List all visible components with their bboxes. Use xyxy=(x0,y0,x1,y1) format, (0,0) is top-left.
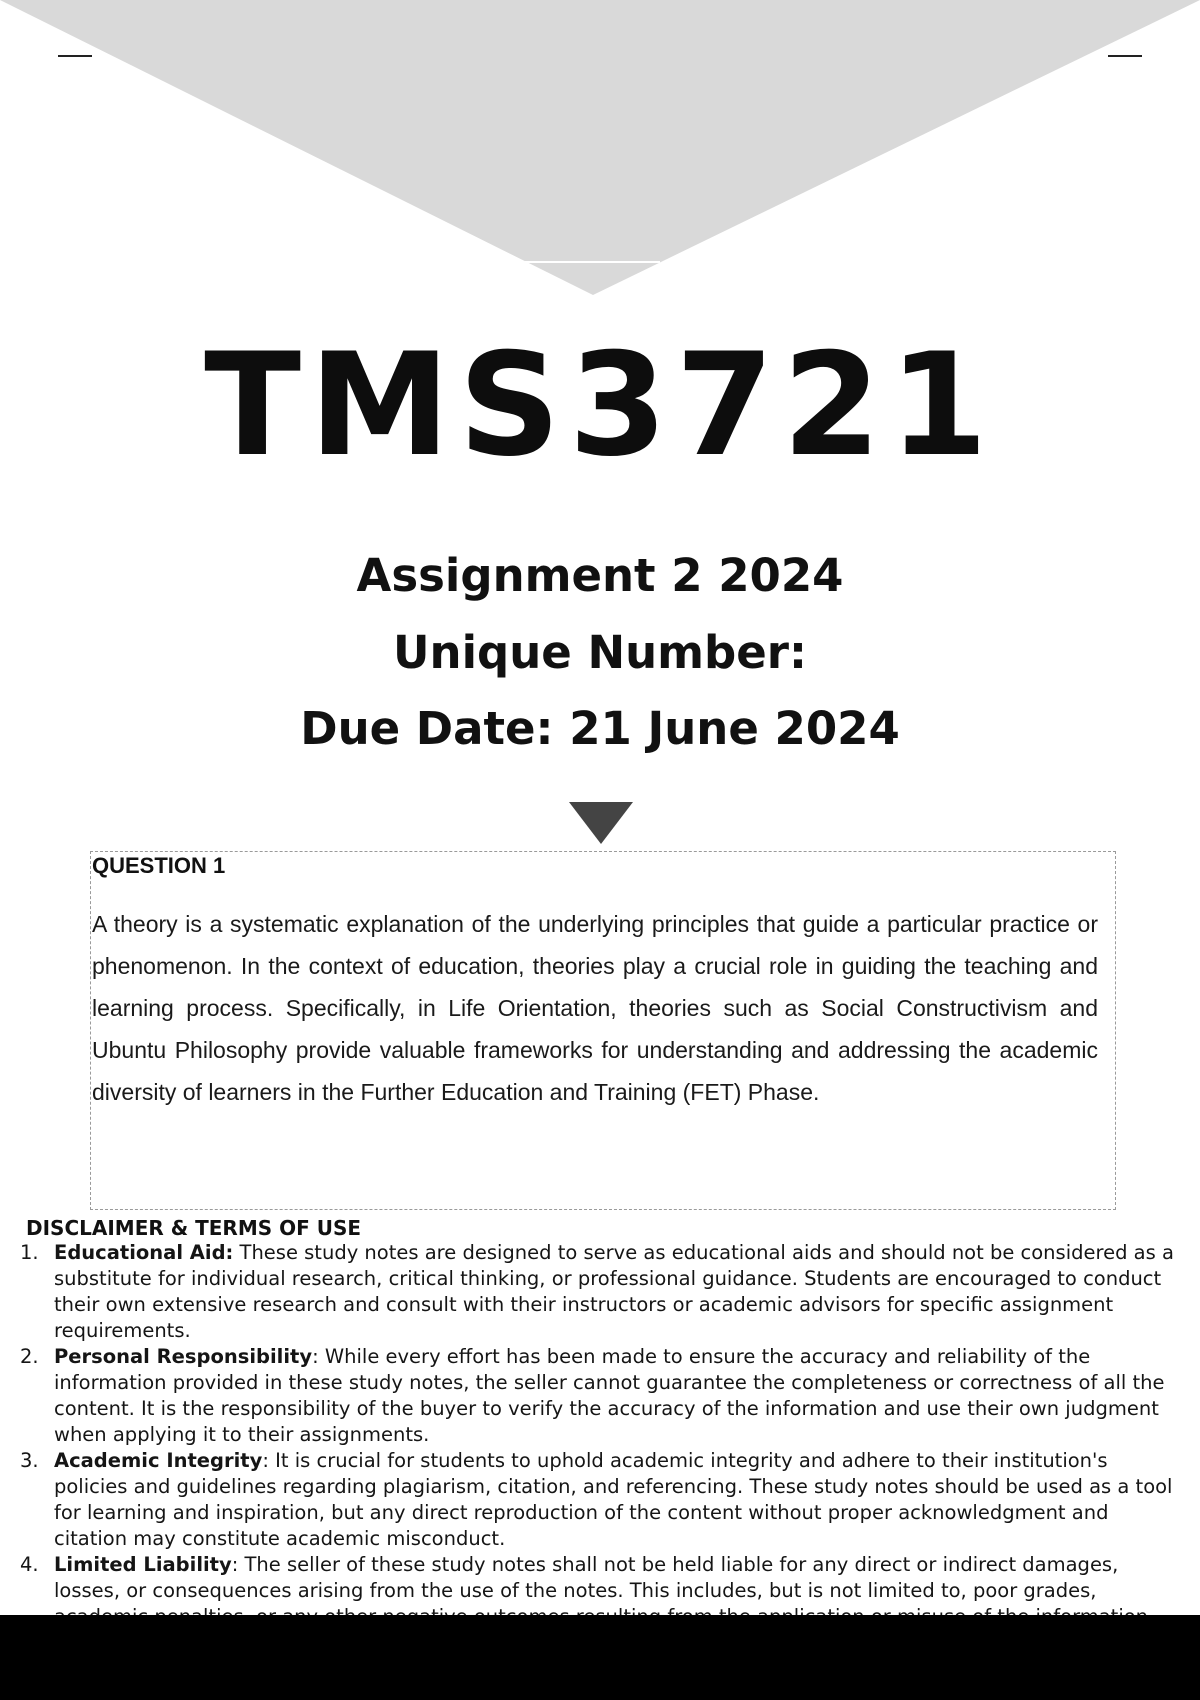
disclaimer-title: DISCLAIMER & TERMS OF USE xyxy=(26,1216,362,1240)
disclaimer-list xyxy=(20,1240,1185,1630)
header-banner-graphic xyxy=(0,0,1200,300)
list-item-number: 2. xyxy=(20,1345,39,1368)
list-item-term: Limited Liability xyxy=(54,1553,232,1576)
list-item-text: : It is crucial for students to uphold academic integrity and adhere to their institution's policies and guidelines regarding plagiarism, citation, and referencing. These study notes should be used as a tool for learning and inspiration, but any direct reproduction of the content without proper acknowledgment and citation may constitute academic misconduct. xyxy=(54,1449,1173,1550)
list-item-number: 4. xyxy=(20,1553,39,1576)
corner-rule-left xyxy=(58,55,92,57)
list-item xyxy=(20,1344,1185,1448)
list-item-term: Personal Responsibility xyxy=(54,1345,313,1368)
list-item-term: Educational Aid: xyxy=(54,1241,234,1264)
due-date-label: Due Date: 21 June 2024 xyxy=(300,702,900,755)
list-item-term: Academic Integrity xyxy=(54,1449,263,1472)
corner-rule-right xyxy=(1108,55,1142,57)
list-item-text: : The seller of these study notes shall not be held liable for any direct or indirect damages, losses, or consequences arising from the use of the notes. This includes, but is not limited to, poor grades, xyxy=(54,1553,1119,1602)
question-body: A theory is a systematic explanation of the underlying principles that guide a particular practice or phenomenon. In the context of education, theories play a crucial role in guiding the teaching and learning process. Specifically, in Life Orientation, theories such as Social Constructivism and Ubuntu Philosophy provide valuable frameworks for understanding and addressing the academic diversity of learners in the Further Education and Training (FET) Phase. xyxy=(92,911,1098,1105)
down-triangle-icon xyxy=(569,802,633,844)
list-item-text: : While every effort has been made to ensure the accuracy and reliability of the information provided in these study notes, the seller cannot guarantee the completeness or correctness of all the content. It is the responsibility of the buyer to verify the accuracy of the information and use their own judgment when applying it to their assignments. xyxy=(54,1345,1165,1446)
list-item xyxy=(20,1448,1185,1552)
assignment-label: Assignment 2 2024 xyxy=(356,549,844,602)
bottom-black-bar xyxy=(0,1615,1200,1700)
list-item-number: 3. xyxy=(20,1449,39,1472)
unique-number-label: Unique Number: xyxy=(393,626,807,679)
question-heading: QUESTION 1 xyxy=(92,853,226,878)
list-item xyxy=(20,1240,1185,1344)
course-code-title: TMS3721 xyxy=(204,323,996,488)
list-item-text: These study notes are designed to serve as educational aids and should not be considered as a substitute for individual research, critical thinking, or professional guidance. Students are encouraged to conduct their own extensive research and consult with their instructors or academic advisors for specific assignment requirements. xyxy=(54,1241,1174,1342)
list-item-number: 1. xyxy=(20,1241,39,1264)
